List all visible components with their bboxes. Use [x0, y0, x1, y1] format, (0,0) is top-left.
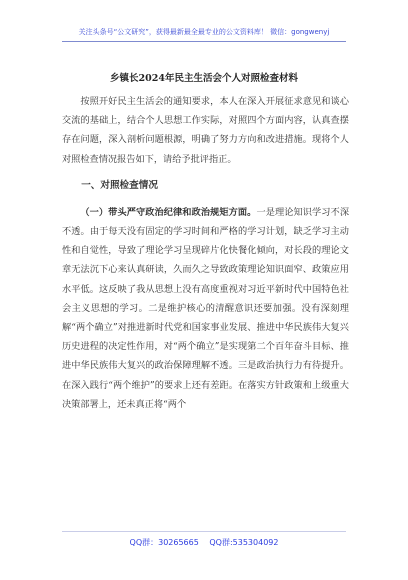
qq-group-1: QQ群：30265665	[129, 538, 199, 547]
item-body-1: 一是理论知识学习不深不透。由于每天没有固定的学习时间和严格的学习计划，缺乏学习主动性和自觉性，导致了理论学习呈现碎片化快餐化倾向，对长段的理论文章无法沉下心来认真研读，久而久之导致政策理论知识面窄、政策应用水平低。这反映了我从思想上没有高度重视对习近平新时代中国特色社会主义思想的学习。二是维护核心的清醒意识还要加强。没有深刻理解“两个确立”对推进新时代党和国家事业发展、推进中华民族伟大复兴历史进程的决定性作用，对“两个确立”是实现第二个百年奋斗目标、推进中华民族伟大复兴的政治保障理解不透。三是政治执行力有待提升。在深入践行“两个维护”的要求上还有差距。在落实方针政策和上级重大决策部署上，还未真正将“两个	[62, 206, 350, 410]
footer-divider	[62, 531, 346, 532]
qq-group-2: QQ群:535304092	[209, 538, 279, 547]
item-paragraph-1	[62, 203, 349, 414]
header-divider	[62, 41, 346, 42]
section-heading-1: 一、对照检查情况	[81, 179, 158, 191]
footer	[0, 537, 408, 548]
item-lead-1: （一）带头严守政治纪律和政治规矩方面。	[80, 206, 257, 218]
document-body	[62, 92, 349, 414]
document-title: 乡镇长2024年民主生活会个人对照检查材料	[110, 73, 298, 84]
intro-paragraph: 按照开好民主生活会的通知要求，本人在深入开展征求意见和谈心交流的基础上，结合个人思想工作实际，对照四个方面内容，认真查摆存在问题，深入剖析问题根源，明确了努力方向和改进措施。现将个人对照检查情况报告如下，请给予批评指正。	[62, 96, 349, 165]
header-banner: 关注头条号“公文研究”，获得最新最全最专业的公文资料库！ 微信：gongwenyj	[78, 28, 330, 36]
